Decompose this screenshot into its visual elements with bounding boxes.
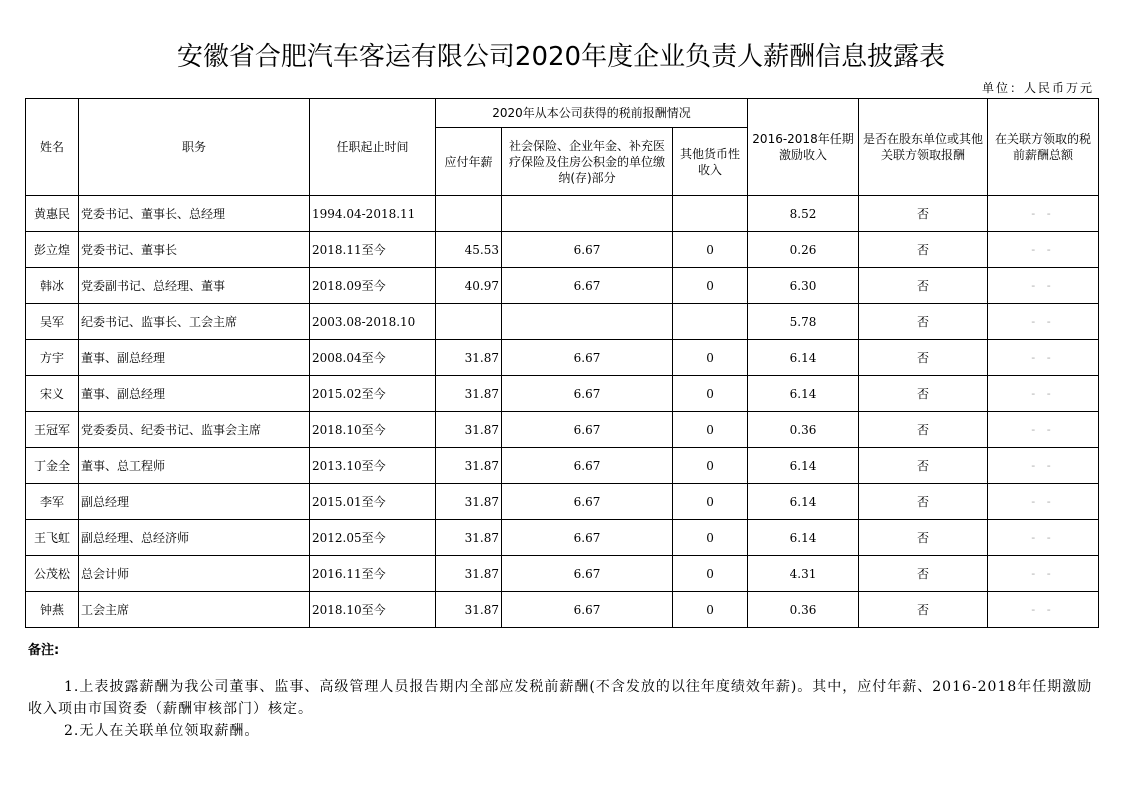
cell-term: 2008.04至今 <box>310 340 436 376</box>
header-payable: 应付年薪 <box>436 128 502 196</box>
cell-position: 董事、副总经理 <box>79 340 310 376</box>
cell-position: 工会主席 <box>79 592 310 628</box>
cell-social: 6.67 <box>502 556 673 592</box>
header-position: 职务 <box>79 99 310 196</box>
header-other: 其他货币性收入 <box>673 128 748 196</box>
cell-related: - - <box>988 340 1099 376</box>
cell-shareholder: 否 <box>859 484 988 520</box>
cell-position: 纪委书记、监事长、工会主席 <box>79 304 310 340</box>
table-row <box>26 232 1099 268</box>
cell-payable: 31.87 <box>436 448 502 484</box>
cell-name: 钟燕 <box>26 592 79 628</box>
cell-incentive: 5.78 <box>748 304 859 340</box>
cell-social: 6.67 <box>502 340 673 376</box>
cell-other: 0 <box>673 376 748 412</box>
cell-term: 2015.01至今 <box>310 484 436 520</box>
cell-position: 党委书记、董事长、总经理 <box>79 196 310 232</box>
cell-name: 彭立煌 <box>26 232 79 268</box>
table-row <box>26 520 1099 556</box>
cell-shareholder: 否 <box>859 556 988 592</box>
cell-incentive: 6.14 <box>748 520 859 556</box>
cell-payable: 45.53 <box>436 232 502 268</box>
table-row <box>26 448 1099 484</box>
cell-incentive: 6.14 <box>748 340 859 376</box>
cell-social: 6.67 <box>502 412 673 448</box>
cell-other <box>673 304 748 340</box>
cell-other <box>673 196 748 232</box>
cell-position: 总会计师 <box>79 556 310 592</box>
table-row <box>26 412 1099 448</box>
cell-term: 1994.04-2018.11 <box>310 196 436 232</box>
cell-payable <box>436 196 502 232</box>
cell-term: 2003.08-2018.10 <box>310 304 436 340</box>
cell-name: 丁金全 <box>26 448 79 484</box>
cell-shareholder: 否 <box>859 268 988 304</box>
cell-payable: 31.87 <box>436 484 502 520</box>
cell-payable: 31.87 <box>436 556 502 592</box>
cell-term: 2018.09至今 <box>310 268 436 304</box>
cell-social: 6.67 <box>502 232 673 268</box>
cell-incentive: 0.26 <box>748 232 859 268</box>
cell-shareholder: 否 <box>859 232 988 268</box>
cell-position: 党委委员、纪委书记、监事会主席 <box>79 412 310 448</box>
unit-label: 单位：人民币万元 <box>981 81 1094 95</box>
cell-social: 6.67 <box>502 520 673 556</box>
cell-term: 2015.02至今 <box>310 376 436 412</box>
cell-incentive: 0.36 <box>748 412 859 448</box>
cell-payable: 31.87 <box>436 520 502 556</box>
cell-payable: 31.87 <box>436 592 502 628</box>
cell-payable <box>436 304 502 340</box>
cell-related: - - <box>988 520 1099 556</box>
cell-other: 0 <box>673 484 748 520</box>
cell-other: 0 <box>673 520 748 556</box>
cell-related: - - <box>988 232 1099 268</box>
cell-shareholder: 否 <box>859 340 988 376</box>
cell-related: - - <box>988 376 1099 412</box>
cell-term: 2016.11至今 <box>310 556 436 592</box>
cell-shareholder: 否 <box>859 520 988 556</box>
cell-shareholder: 否 <box>859 412 988 448</box>
cell-term: 2018.11至今 <box>310 232 436 268</box>
table-row <box>26 340 1099 376</box>
cell-position: 党委书记、董事长 <box>79 232 310 268</box>
cell-position: 董事、总工程师 <box>79 448 310 484</box>
cell-incentive: 6.14 <box>748 484 859 520</box>
cell-incentive: 4.31 <box>748 556 859 592</box>
cell-social <box>502 304 673 340</box>
cell-payable: 31.87 <box>436 412 502 448</box>
cell-position: 董事、副总经理 <box>79 376 310 412</box>
cell-other: 0 <box>673 232 748 268</box>
cell-related: - - <box>988 196 1099 232</box>
cell-name: 方宇 <box>26 340 79 376</box>
table-row <box>26 556 1099 592</box>
cell-other: 0 <box>673 340 748 376</box>
table-row <box>26 484 1099 520</box>
cell-related: - - <box>988 268 1099 304</box>
header-related: 在关联方领取的税前薪酬总额 <box>988 99 1099 196</box>
cell-shareholder: 否 <box>859 448 988 484</box>
header-social: 社会保险、企业年金、补充医疗保险及住房公积金的单位缴纳(存)部分 <box>502 128 673 196</box>
table-row <box>26 304 1099 340</box>
header-incentive: 2016-2018年任期激励收入 <box>748 99 859 196</box>
cell-other: 0 <box>673 592 748 628</box>
cell-incentive: 8.52 <box>748 196 859 232</box>
page-title: 安徽省合肥汽车客运有限公司2020年度企业负责人薪酬信息披露表 <box>176 42 946 72</box>
cell-term: 2013.10至今 <box>310 448 436 484</box>
cell-other: 0 <box>673 268 748 304</box>
cell-incentive: 6.14 <box>748 448 859 484</box>
cell-term: 2018.10至今 <box>310 592 436 628</box>
cell-related: - - <box>988 592 1099 628</box>
header-name: 姓名 <box>26 99 79 196</box>
notes <box>28 640 1098 742</box>
cell-position: 副总经理、总经济师 <box>79 520 310 556</box>
notes-line-2: 2.无人在关联单位领取薪酬。 <box>64 723 260 739</box>
header-shareholder: 是否在股东单位或其他关联方领取报酬 <box>859 99 988 196</box>
cell-related: - - <box>988 304 1099 340</box>
cell-name: 宋义 <box>26 376 79 412</box>
cell-payable: 31.87 <box>436 376 502 412</box>
cell-social: 6.67 <box>502 376 673 412</box>
cell-name: 韩冰 <box>26 268 79 304</box>
cell-term: 2018.10至今 <box>310 412 436 448</box>
cell-shareholder: 否 <box>859 376 988 412</box>
cell-name: 王冠军 <box>26 412 79 448</box>
notes-line-1: 1.上表披露薪酬为我公司董事、监事、高级管理人员报告期内全部应发税前薪酬(不含发放的以往年度绩效年薪)。其中，应付年薪、2016-2018年任期激励收入项由市国资委（薪酬审核部门）核定。 <box>28 679 1093 717</box>
table-row <box>26 376 1099 412</box>
cell-incentive: 6.14 <box>748 376 859 412</box>
table-row <box>26 268 1099 304</box>
cell-incentive: 0.36 <box>748 592 859 628</box>
cell-related: - - <box>988 556 1099 592</box>
cell-shareholder: 否 <box>859 592 988 628</box>
cell-social: 6.67 <box>502 448 673 484</box>
header-term: 任职起止时间 <box>310 99 436 196</box>
cell-other: 0 <box>673 412 748 448</box>
cell-name: 李军 <box>26 484 79 520</box>
cell-related: - - <box>988 412 1099 448</box>
cell-related: - - <box>988 448 1099 484</box>
cell-shareholder: 否 <box>859 196 988 232</box>
cell-social: 6.67 <box>502 484 673 520</box>
cell-social: 6.67 <box>502 268 673 304</box>
table-row <box>26 592 1099 628</box>
cell-payable: 31.87 <box>436 340 502 376</box>
cell-other: 0 <box>673 556 748 592</box>
cell-social <box>502 196 673 232</box>
cell-incentive: 6.30 <box>748 268 859 304</box>
cell-shareholder: 否 <box>859 304 988 340</box>
cell-name: 王飞虹 <box>26 520 79 556</box>
salary-table <box>25 98 1099 628</box>
cell-name: 公茂松 <box>26 556 79 592</box>
cell-position: 副总经理 <box>79 484 310 520</box>
cell-name: 吴军 <box>26 304 79 340</box>
table-row <box>26 196 1099 232</box>
header-pay-group: 2020年从本公司获得的税前报酬情况 <box>436 99 748 128</box>
cell-social: 6.67 <box>502 592 673 628</box>
cell-name: 黄惠民 <box>26 196 79 232</box>
cell-position: 党委副书记、总经理、董事 <box>79 268 310 304</box>
cell-payable: 40.97 <box>436 268 502 304</box>
cell-term: 2012.05至今 <box>310 520 436 556</box>
notes-header: 备注: <box>28 643 60 658</box>
cell-other: 0 <box>673 448 748 484</box>
cell-related: - - <box>988 484 1099 520</box>
